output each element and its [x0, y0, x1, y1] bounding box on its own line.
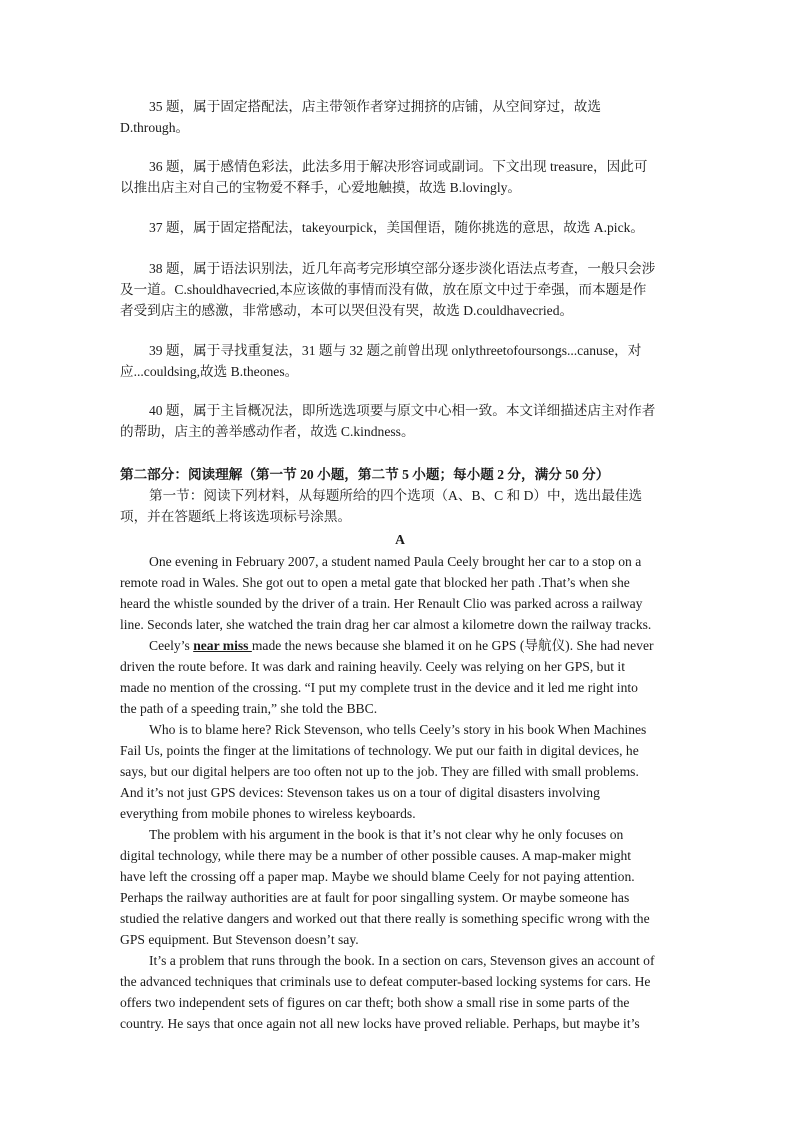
answer-39-line1: 39 题，属于寻找重复法，31 题与 32 题之前曾出现 onlythreetofoursongs...canuse，对 — [149, 343, 642, 358]
answer-35-cont — [120, 117, 680, 138]
section-instruction-cont — [120, 506, 680, 527]
answer-36-line2: 以推出店主对自己的宝物爱不释手，心爱地触摸，故选 B.lovingly。 — [120, 180, 522, 195]
answer-36-line1: 36 题，属于感情色彩法，此法多用于解决形容词或副词。下文出现 treasure，因此可 — [149, 159, 648, 174]
passage-p2-line4: the path of a speeding train,” she told the BBC. — [120, 701, 378, 716]
passage-p4-line4: Perhaps the railway authorities are at fault for poor singalling system. Or maybe someone has — [120, 890, 630, 905]
answer-36 — [120, 156, 680, 177]
answer-38-line2: 及一道。C.shouldhavecried,本应该做的事情而没有做，放在原文中过于牵强，而本题是作 — [120, 282, 647, 297]
answer-35 — [120, 96, 680, 117]
p2-after: made the news because she blamed it on he GPS (导航仪). She had never — [251, 638, 654, 653]
instruction-line2: 项，并在答题纸上将该选项标号涂黑。 — [120, 509, 352, 524]
answer-37-line1: 37 题，属于固定搭配法，takeyourpick，美国俚语，随你挑选的意思，故选 A.pick。 — [149, 220, 645, 235]
answer-38-cont — [120, 279, 680, 300]
answer-38 — [120, 258, 680, 279]
passage-p3-line4: And it’s not just GPS devices: Stevenson takes us on a tour of digital disasters involving — [120, 785, 600, 800]
passage-p1-line4: line. Seconds later, she watched the train drag her car almost a kilometre down the railway tracks. — [120, 617, 652, 632]
passage-p3-line2: Fail Us, points the finger at the limitations of technology. We put our faith in digital devices, he — [120, 743, 639, 758]
passage-p5-line1: It’s a problem that runs through the book. In a section on cars, Stevenson gives an account of — [149, 953, 655, 968]
answer-40 — [120, 400, 680, 421]
passage-p1-line1: One evening in February 2007, a student named Paula Ceely brought her car to a stop on a — [149, 554, 642, 569]
passage-p1-line3: heard the whistle sounded by the driver of a train. Her Renault Clio was parked across a railway — [120, 596, 643, 611]
passage-p4-line2: digital technology, while there may be a number of other possible causes. A map-maker might — [120, 848, 632, 863]
answer-40-line2: 的帮助，店主的善举感动作者，故选 C.kindness。 — [120, 424, 415, 439]
section-heading: 第二部分：阅读理解（第一节 20 小题，第二节 5 小题；每小题 2 分，满分 50 分） — [120, 467, 610, 482]
passage-p1-line2: remote road in Wales. She got out to open a metal gate that blocked her path .That’s when she — [120, 575, 630, 590]
answer-39-cont — [120, 361, 680, 382]
answer-40-line1: 40 题，属于主旨概况法，即所选选项要与原文中心相一致。本文详细描述店主对作者 — [149, 403, 656, 418]
passage-p3-line1: Who is to blame here? Rick Stevenson, who tells Ceely’s story in his book When Machines — [149, 722, 647, 737]
answer-36-cont — [120, 177, 680, 198]
answer-35-line2: D.through。 — [120, 120, 190, 135]
passage-p4-line6: GPS equipment. But Stevenson doesn’t say. — [120, 932, 359, 947]
answer-38-line3: 者受到店主的感激，非常感动，本可以哭但没有哭，故选 D.couldhavecried。 — [120, 303, 574, 318]
passage-p4-line1: The problem with his argument in the book is that it’s not clear why he only focuses on — [149, 827, 624, 842]
answer-39 — [120, 340, 680, 361]
passage-p2-line3: made no mention of the crossing. “I put my complete trust in the device and it led me right into — [120, 680, 638, 695]
answer-40-cont — [120, 421, 680, 442]
passage-p5-line3: offers two independent sets of figures on car theft; both show a small rise in some parts of the — [120, 995, 630, 1010]
passage-p4-line3: have left the crossing off a paper map. Maybe we should blame Ceely for not paying attention. — [120, 869, 635, 884]
section-instruction — [120, 485, 680, 506]
passage-label: A — [395, 532, 405, 547]
p2-before: Ceely’s — [149, 638, 194, 653]
answer-35-line1: 35 题，属于固定搭配法，店主带领作者穿过拥挤的店铺，从空间穿过，故选 — [149, 99, 601, 114]
passage-p4-line5: studied the relative dangers and worked out that there really is something specific wrong with the — [120, 911, 650, 926]
answer-37 — [120, 217, 680, 238]
passage-p5-line2: the advanced techniques that criminals use to defeat computer-based locking systems for cars. He — [120, 974, 651, 989]
passage-p3-line3: says, but our digital helpers are too often not up to the job. They are filled with small problems. — [120, 764, 639, 779]
near-miss-underlined: near miss — [193, 638, 252, 653]
answer-39-line2: 应...couldsing,故选 B.theones。 — [120, 364, 299, 379]
passage-p5-line4: country. He says that once again not all new locks have proved reliable. Perhaps, but maybe it’s — [120, 1016, 640, 1031]
passage-p2-line1 — [120, 635, 680, 656]
passage-p3-line5: everything from mobile phones to wireless keyboards. — [120, 806, 416, 821]
answer-38-line1: 38 题，属于语法识别法，近几年高考完形填空部分逐步淡化语法点考查，一般只会涉 — [149, 261, 656, 276]
answer-38-cont2 — [120, 300, 680, 321]
instruction-line1: 第一节：阅读下列材料，从每题所给的四个选项（A、B、C 和 D）中，选出最佳选 — [149, 488, 643, 503]
passage-p2-line2: driven the route before. It was dark and raining heavily. Ceely was relying on her GPS, but it — [120, 659, 625, 674]
